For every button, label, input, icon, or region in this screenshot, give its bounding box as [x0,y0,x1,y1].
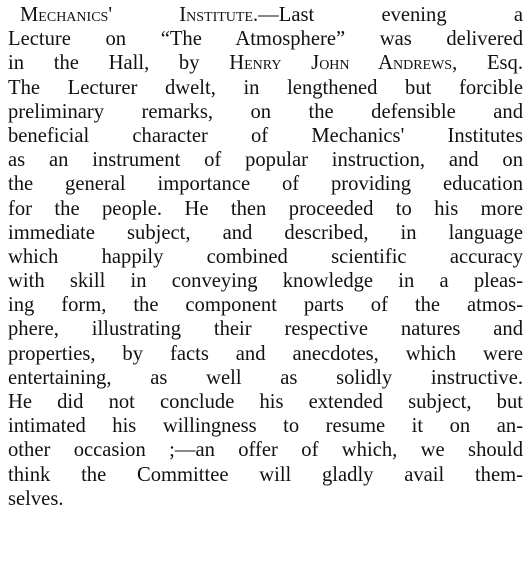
article-line-13: ing form, the component parts of the atmos- [8,294,523,317]
lecturer-name: Henry John Andrews [229,52,453,75]
article-line-3-text: in the Hall, by [8,52,200,75]
article-line-20: think the Committee will gladly avail them- [8,463,523,486]
article-line-17: He did not conclude his extended subject, but [8,391,523,413]
article-line-2: Lecture on “The Atmosphere” was delivered [8,28,523,51]
article-line-11: which happily combined scientific accuracy [8,245,523,268]
article-line-1 [8,3,523,27]
article-line-4: The Lecturer dwelt, in lengthened but forcible [8,76,523,99]
article-heading: Mechanics' Institute. [20,4,259,26]
article-line-7: as an instrument of popular instruction, and on [8,149,523,172]
article-line-18: intimated his willingness to resume it on an- [8,415,523,438]
article-line-8: the general importance of providing education [8,173,523,196]
newspaper-article [8,3,523,511]
article-line-21: selves. [8,487,64,510]
article-line-14: phere, illustrating their respective natures and [8,318,523,341]
article-line-6: beneficial character of Mechanics' Institutes [8,124,523,147]
article-line-1-text: —Last evening a [258,4,523,26]
article-line-15: properties, by facts and anecdotes, which were [8,342,523,365]
article-line-19: other occasion ;—an offer of which, we should [8,439,523,462]
article-line-5: preliminary remarks, on the defensible and [8,100,523,123]
article-line-16: entertaining, as well as solidly instructive. [8,366,523,389]
article-line-3 [8,51,523,75]
article-line-9: for the people. He then proceeded to his more [8,197,523,220]
article-line-10: immediate subject, and described, in language [8,221,523,244]
article-line-12: with skill in conveying knowledge in a pleas- [8,270,523,293]
article-line-3-suffix: , Esq. [452,52,523,75]
